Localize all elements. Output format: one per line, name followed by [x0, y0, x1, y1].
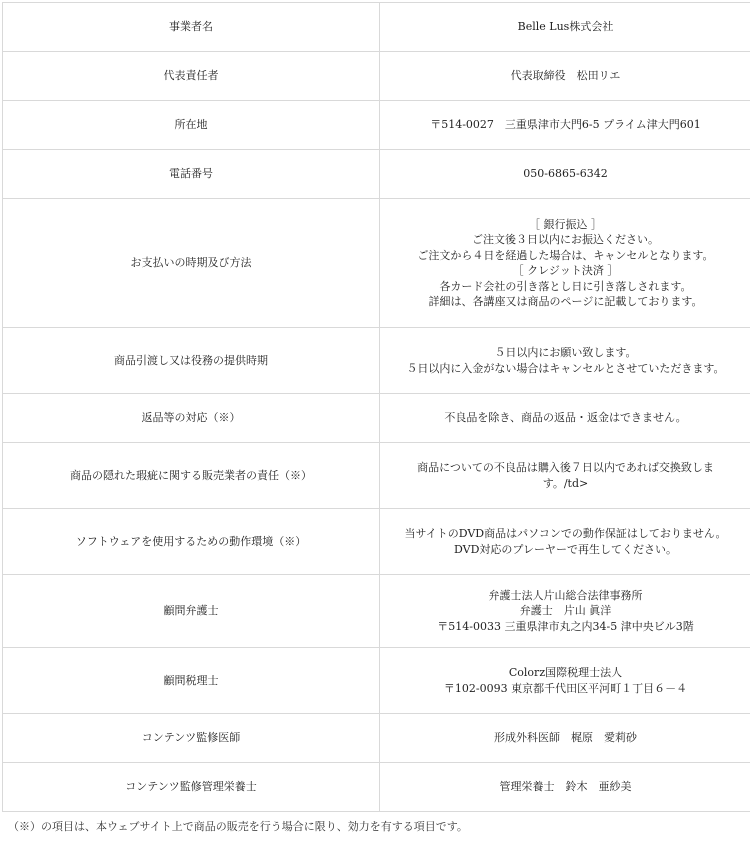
- row-value: [380, 714, 750, 763]
- row-label: 商品引渡し又は役務の提供時期: [3, 328, 380, 394]
- value-line: DVD対応のプレーヤーで再生してください。: [454, 542, 677, 556]
- row-value: [380, 394, 750, 443]
- value-line: ５日以内にお願い致します。: [494, 346, 637, 359]
- value-line: 不良品を除き、商品の返品・返金はできません。: [444, 411, 687, 425]
- value-line: ［ クレジット決済 ］: [512, 264, 619, 277]
- row-label: ソフトウェアを使用するための動作環境（※）: [3, 509, 380, 575]
- value-line: ご注文後３日以内にお振込ください。: [472, 233, 659, 246]
- value-line: 〒102-0093 東京都千代田区平河町１丁目６－４: [443, 681, 688, 695]
- row-label: 電話番号: [3, 150, 380, 199]
- table-row: [3, 714, 750, 763]
- row-value: [380, 648, 750, 714]
- row-label: 返品等の対応（※）: [3, 394, 380, 443]
- value-line: 管理栄養士 鈴木 亜紗美: [499, 780, 632, 794]
- row-label: 顧問税理士: [3, 648, 380, 714]
- value-line: 各カード会社の引き落とし日に引き落しされます。: [439, 279, 692, 293]
- table-row: [3, 328, 750, 394]
- row-label: コンテンツ監修管理栄養士: [3, 763, 380, 812]
- value-line: 弁護士 片山 眞洋: [519, 604, 612, 618]
- footnote: （※）の項目は、本ウェブサイト上で商品の販売を行う場合に限り、効力を有する項目です。: [8, 820, 468, 833]
- row-label: 顧問弁護士: [3, 575, 380, 648]
- table-row: [3, 3, 750, 52]
- table-row: [3, 648, 750, 714]
- row-value: [380, 150, 750, 199]
- row-value: [380, 52, 750, 101]
- table-row: [3, 394, 750, 443]
- legal-notice-table: [2, 2, 750, 812]
- value-line: 〒514-0027 三重県津市大門6-5 プライム津大門601: [430, 118, 701, 132]
- value-line: 〒514-0033 三重県津市丸之内34-5 津中央ビル3階: [437, 619, 694, 633]
- row-label: 事業者名: [3, 3, 380, 52]
- row-value: [380, 3, 750, 52]
- row-label: 代表責任者: [3, 52, 380, 101]
- table-row: [3, 509, 750, 575]
- row-label: 所在地: [3, 101, 380, 150]
- table-row: [3, 199, 750, 328]
- row-label: お支払いの時期及び方法: [3, 199, 380, 328]
- row-value: [380, 328, 750, 394]
- row-value: [380, 763, 750, 812]
- row-value: [380, 509, 750, 575]
- value-line: 商品についての不良品は購入後７日以内であれば交換致しま: [417, 461, 714, 474]
- row-value: [380, 575, 750, 648]
- value-line: Belle Lus株式会社: [517, 20, 614, 34]
- table-row: [3, 763, 750, 812]
- row-value: [380, 443, 750, 509]
- table-row: [3, 575, 750, 648]
- row-value: [380, 199, 750, 328]
- value-line: ５日以内に入金がない場合はキャンセルとさせていただきます。: [406, 361, 725, 375]
- table-row: [3, 101, 750, 150]
- table-row: [3, 150, 750, 199]
- value-line: Colorz国際税理士法人: [508, 666, 623, 679]
- row-label: コンテンツ監修医師: [3, 714, 380, 763]
- value-line: す。/td>: [542, 476, 589, 490]
- row-value: [380, 101, 750, 150]
- value-line: ご注文から４日を経過した場合は、キャンセルとなります。: [417, 248, 714, 262]
- value-line: 代表取締役 松田リエ: [510, 69, 621, 83]
- row-label: 商品の隠れた瑕疵に関する販売業者の責任（※）: [3, 443, 380, 509]
- value-line: 弁護士法人片山総合法律事務所: [488, 588, 643, 602]
- value-line: 形成外科医師 梶原 愛莉砂: [494, 731, 637, 745]
- value-line: 当サイトのDVD商品はパソコンでの動作保証はしておりません。: [404, 527, 727, 540]
- value-line: 詳細は、各講座又は商品のページに記載しております。: [428, 295, 703, 308]
- value-line: 050-6865-6342: [523, 167, 608, 181]
- value-line: ［ 銀行振込 ］: [529, 217, 602, 231]
- table-row: [3, 443, 750, 509]
- table-row: [3, 52, 750, 101]
